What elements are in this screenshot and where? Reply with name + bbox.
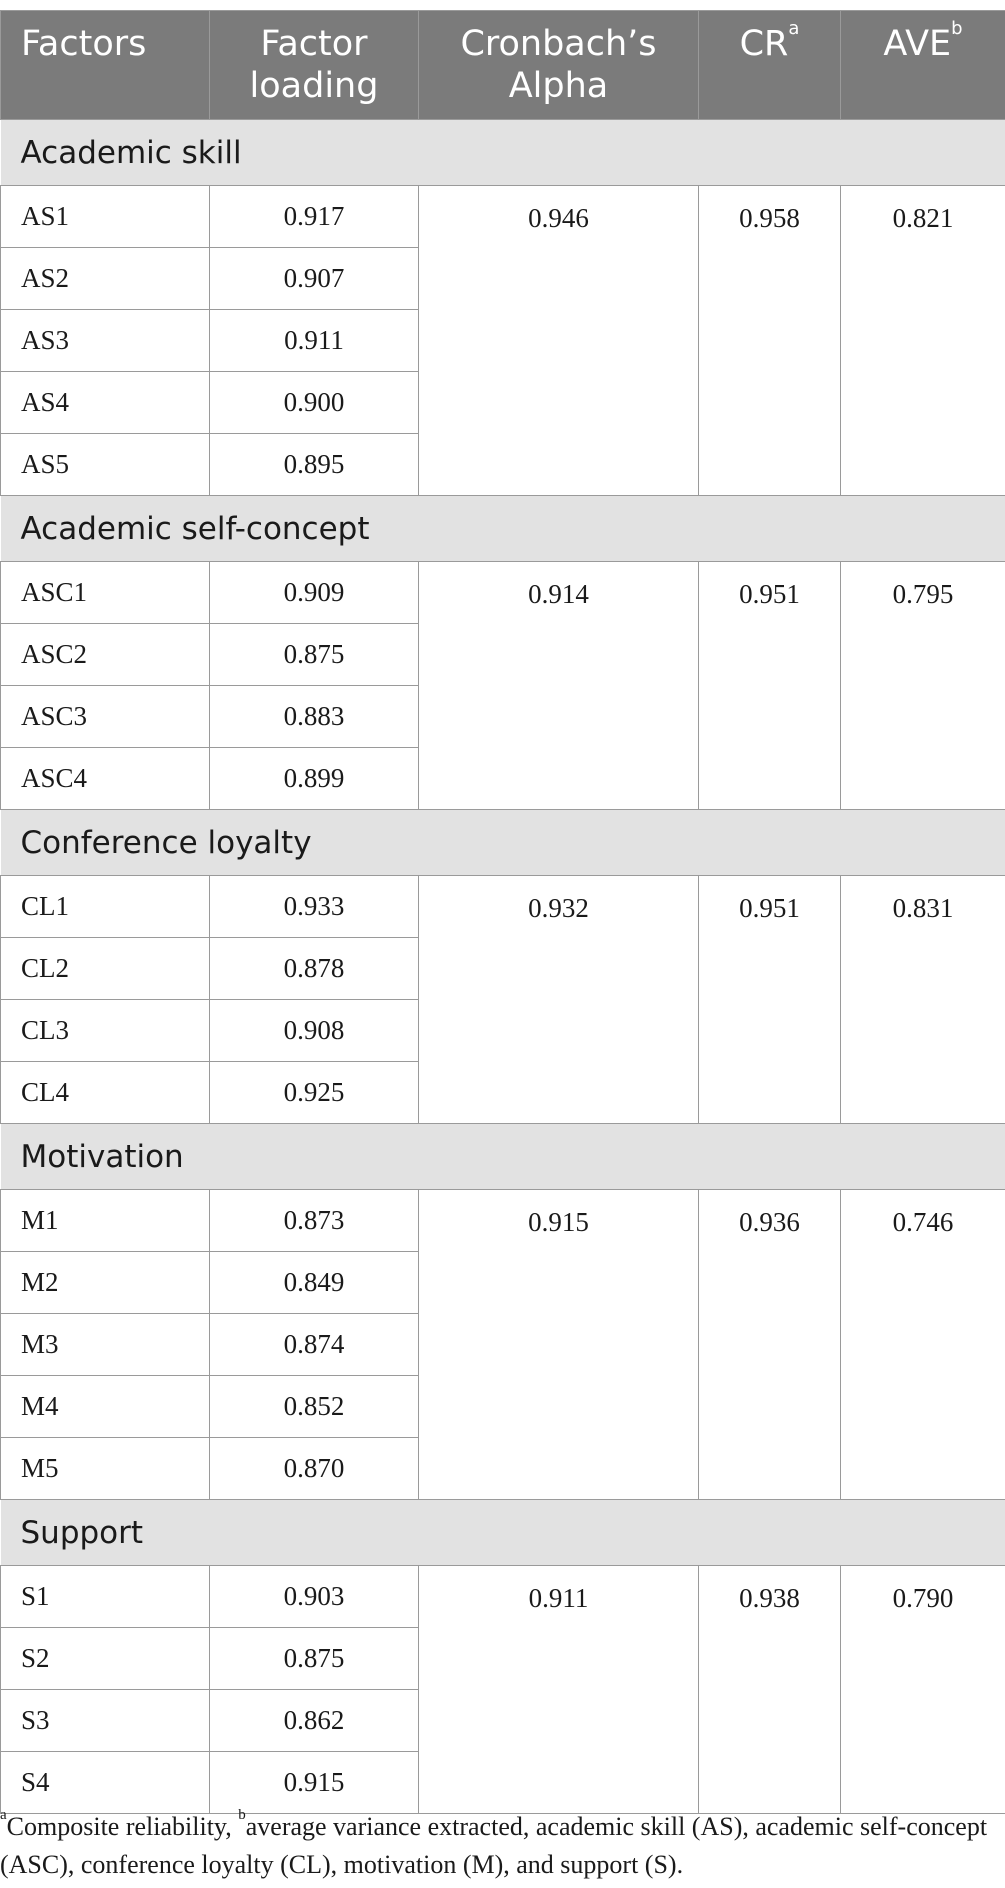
item-code: AS2 [1,248,210,310]
header-ave-sup: b [951,18,963,39]
cronbach-alpha-value: 0.915 [419,1190,699,1500]
header-cr [699,11,841,120]
header-factors: Factors [1,11,210,120]
ave-value: 0.795 [841,562,1005,810]
item-code: AS1 [1,186,210,248]
header-cr-sup: a [788,18,800,39]
factor-loading: 0.903 [210,1566,419,1628]
item-code: S1 [1,1566,210,1628]
item-code: M5 [1,1438,210,1500]
item-code: M1 [1,1190,210,1252]
header-alpha-line1: Cronbach’s [460,24,657,64]
cronbach-alpha-value: 0.914 [419,562,699,810]
header-alpha-line2: Alpha [508,66,609,106]
table-row [1,562,1005,624]
item-code: M4 [1,1376,210,1438]
item-code: AS4 [1,372,210,434]
factor-loading: 0.917 [210,186,419,248]
item-code: CL4 [1,1062,210,1124]
cr-value: 0.938 [699,1566,841,1814]
item-code: S2 [1,1628,210,1690]
cr-value: 0.951 [699,876,841,1124]
factor-loading: 0.862 [210,1690,419,1752]
cronbach-alpha-value: 0.911 [419,1566,699,1814]
item-code: CL3 [1,1000,210,1062]
ave-value: 0.831 [841,876,1005,1124]
item-code: ASC1 [1,562,210,624]
item-code: M3 [1,1314,210,1376]
item-code: ASC4 [1,748,210,810]
cronbach-alpha-value: 0.932 [419,876,699,1124]
item-code: M2 [1,1252,210,1314]
footnote-sup-a: a [0,1807,7,1823]
factor-loading: 0.870 [210,1438,419,1500]
header-factor-loading [210,11,419,120]
table-header-row [1,11,1005,120]
factor-loading: 0.849 [210,1252,419,1314]
factor-loading: 0.875 [210,624,419,686]
table-footnote [0,1808,1000,1884]
item-code: S3 [1,1690,210,1752]
ave-value: 0.821 [841,186,1005,496]
item-code: AS3 [1,310,210,372]
group-name: Academic self-concept [1,496,1005,562]
group-header-row [1,496,1005,562]
factor-loading: 0.873 [210,1190,419,1252]
item-code: ASC2 [1,624,210,686]
item-code: S4 [1,1752,210,1814]
factor-loading: 0.878 [210,938,419,1000]
header-ave [841,11,1005,120]
group-name: Motivation [1,1124,1005,1190]
item-code: CL2 [1,938,210,1000]
footnote-text-b: average variance extracted, academic skill (AS), academic self-concept (ASC), conference loyalty (CL), motivation (M), and support (S). [0,1812,988,1879]
group-header-row [1,1124,1005,1190]
footnote-text-a: Composite reliability, [6,1812,239,1841]
factor-loading: 0.933 [210,876,419,938]
table-row [1,1566,1005,1628]
table-body [1,120,1005,1814]
header-ave-label: AVE [883,24,952,64]
cr-value: 0.951 [699,562,841,810]
factor-loading: 0.899 [210,748,419,810]
factor-loading: 0.874 [210,1314,419,1376]
factor-loading: 0.900 [210,372,419,434]
factor-loading: 0.852 [210,1376,419,1438]
factor-loading: 0.915 [210,1752,419,1814]
factor-loading: 0.925 [210,1062,419,1124]
header-cr-label: CR [739,24,789,64]
cr-value: 0.936 [699,1190,841,1500]
item-code: AS5 [1,434,210,496]
factor-loading: 0.883 [210,686,419,748]
group-header-row [1,1500,1005,1566]
header-factor-loading-line2: loading [249,66,379,106]
footnote-sup-b: b [238,1807,246,1823]
group-name: Support [1,1500,1005,1566]
factor-loading: 0.911 [210,310,419,372]
group-header-row [1,810,1005,876]
group-name: Conference loyalty [1,810,1005,876]
item-code: ASC3 [1,686,210,748]
table-row [1,1190,1005,1252]
item-code: CL1 [1,876,210,938]
ave-value: 0.790 [841,1566,1005,1814]
group-name: Academic skill [1,120,1005,186]
factor-loading: 0.895 [210,434,419,496]
header-factor-loading-line1: Factor [260,24,368,64]
factor-loading: 0.909 [210,562,419,624]
factor-loading: 0.907 [210,248,419,310]
header-cronbach-alpha [419,11,699,120]
table-row [1,876,1005,938]
group-header-row [1,120,1005,186]
reliability-table [0,10,1005,1814]
ave-value: 0.746 [841,1190,1005,1500]
table-row [1,186,1005,248]
factor-loading: 0.875 [210,1628,419,1690]
cronbach-alpha-value: 0.946 [419,186,699,496]
factor-loading: 0.908 [210,1000,419,1062]
cr-value: 0.958 [699,186,841,496]
